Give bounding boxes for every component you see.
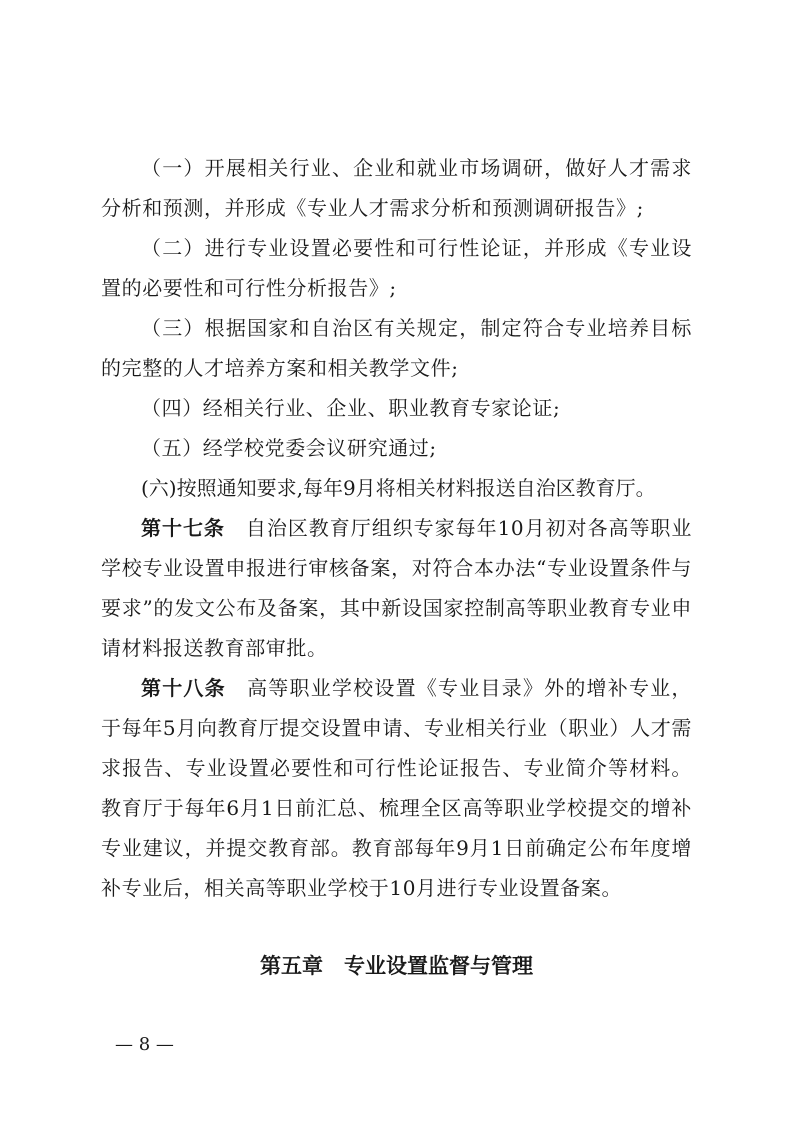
paragraph-item-1: [101, 148, 692, 228]
paragraph-item-4: [101, 388, 692, 428]
paragraph-text: （四）经相关行业、企业、职业教育专家论证;: [141, 396, 561, 420]
article-17-text: 自治区教育厅组织专家每年10月初对各高等职业学校专业设置申报进行审核备案，对符合本办法“专业设置条件与要求”的发文公布及备案，其中新设国家控制高等职业教育专业申请材料报送教育部审批。: [101, 516, 693, 660]
paragraph-text: （五）经学校党委会议研究通过;: [141, 436, 437, 460]
paragraph-item-5: [101, 428, 692, 468]
article-17-paragraph: [101, 508, 692, 668]
paragraph-item-3: [101, 308, 692, 388]
page-number: — 8 —: [115, 1034, 174, 1055]
chapter-title: 第五章 专业设置监督与管理: [260, 954, 533, 978]
article-18-heading: 第十八条: [141, 676, 226, 700]
article-18-paragraph: [101, 668, 692, 908]
article-17-heading: 第十七条: [141, 516, 225, 540]
paragraph-text: （二）进行专业设置必要性和可行性论证，并形成《专业设置的必要性和可行性分析报告》;: [101, 236, 692, 300]
article-18-text: 高等职业学校设置《专业目录》外的增补专业，于每年5月向教育厅提交设置申请、专业相关行业（职业）人才需求报告、专业设置必要性和可行性论证报告、专业简介等材料。教育厅于每年6月1日前汇总、梳理全区高等职业学校提交的增补专业建议，并提交教育部。教育部每年9月1日前确定公布年度增补专业后，相关高等职业学校于10月进行专业设置备案。: [101, 676, 692, 900]
paragraph-item-6: [101, 468, 692, 508]
paragraph-text: （一）开展相关行业、企业和就业市场调研，做好人才需求分析和预测，并形成《专业人才需求分析和预测调研报告》;: [101, 156, 692, 220]
paragraph-item-2: [101, 228, 692, 308]
paragraph-text: (六)按照通知要求,每年9月将相关材料报送自治区教育厅。: [141, 476, 656, 500]
paragraph-text: （三）根据国家和自治区有关规定，制定符合专业培养目标的完整的人才培养方案和相关教学文件;: [101, 316, 692, 380]
